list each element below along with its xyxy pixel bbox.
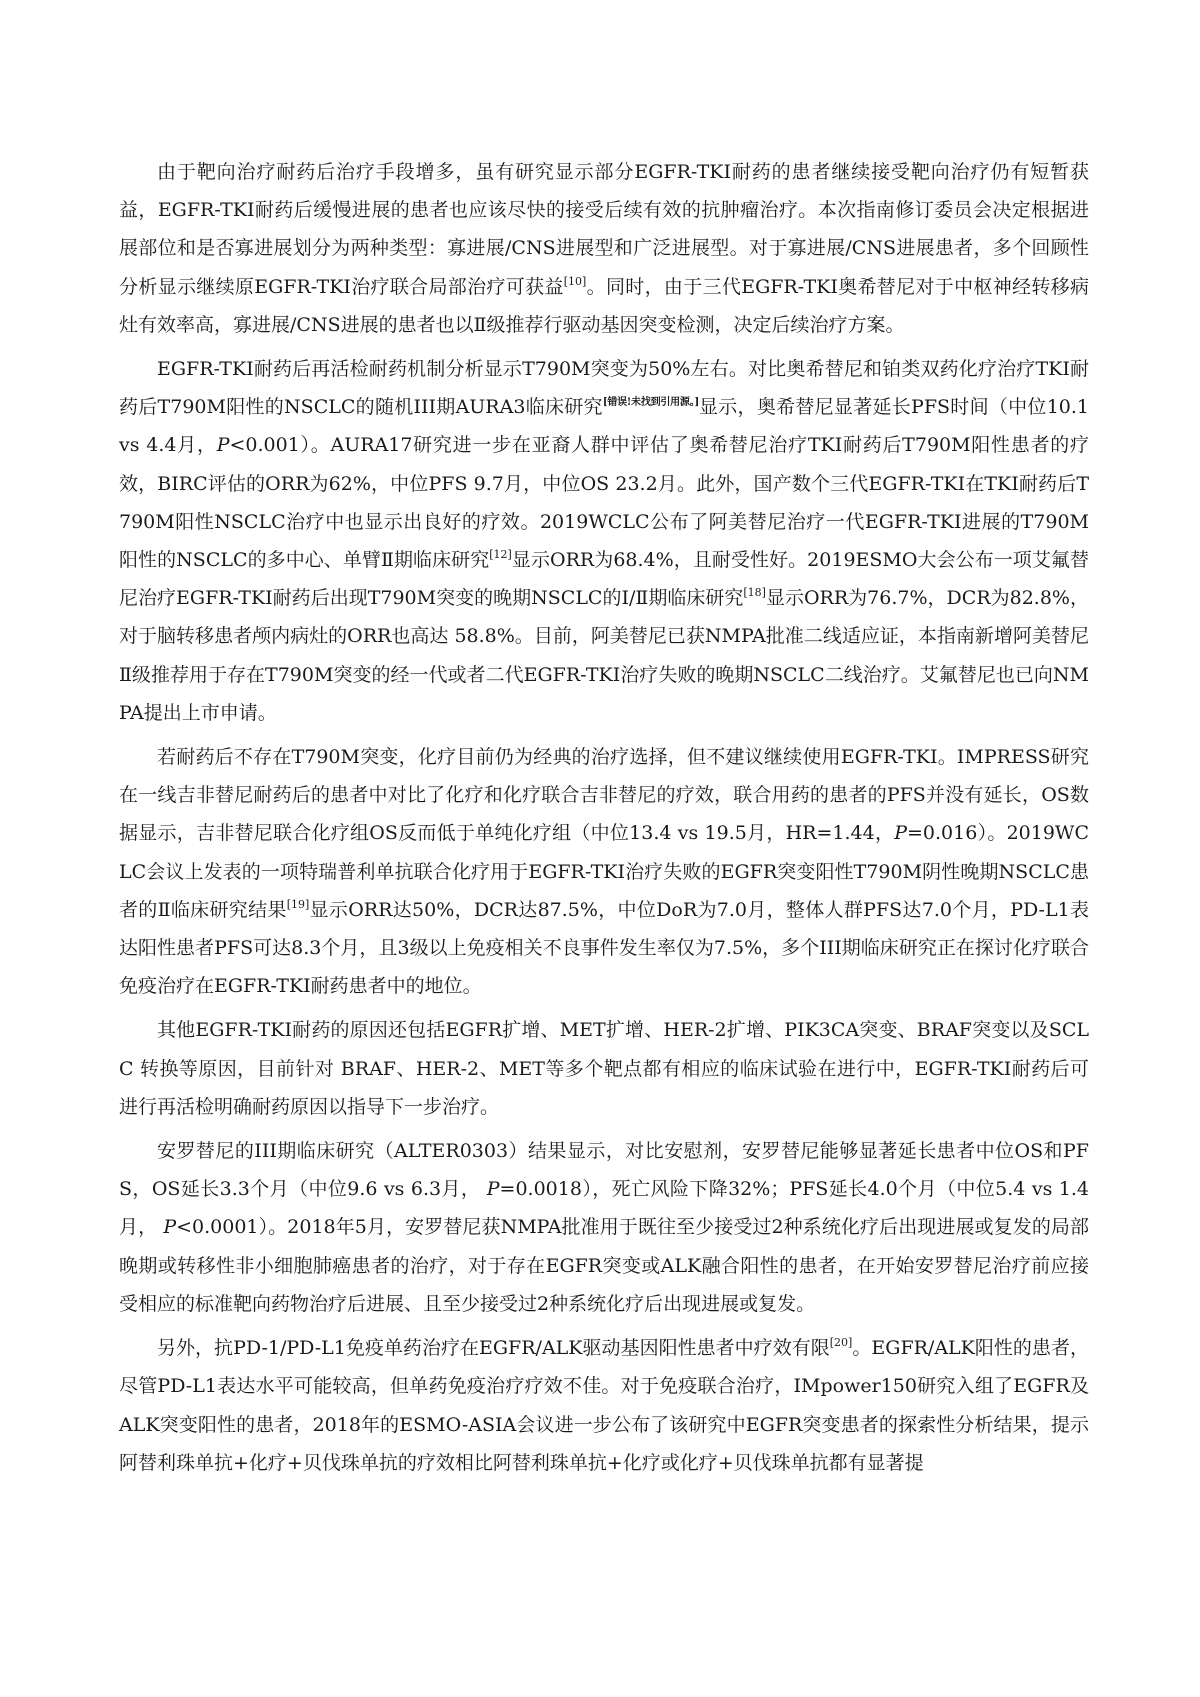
paragraph — [119, 738, 1089, 1005]
text-run: 。同时，由于三代EGFR-TKI奥希替尼对于中枢神经转移病灶有效率高，寡进展/CNS进展的患者也以Ⅱ级推荐行驱动基因突变检测，决定后续治疗方案。 — [119, 275, 1090, 336]
document-body — [119, 153, 1089, 1488]
text-run: =0.016）。2019WCLC会议上发表的一项特瑞普利单抗联合化疗用于EGFR-TKI治疗失败的EGFR突变阳性T790M阴性晚期NSCLC患者的Ⅱ临床研究结果 — [119, 822, 1089, 921]
text-run: EGFR-TKI耐药后再活检耐药机制分析显示T790M突变为50%左右。对比奥希替尼和铂类双药化疗治疗TKI耐药后T790M阳性的NSCLC的随机III期AURA3临床研究 — [119, 358, 1089, 419]
p-value-symbol: P — [894, 822, 907, 845]
p-value-symbol: P — [216, 434, 230, 457]
citation-ref: [18] — [743, 586, 766, 600]
text-run: 其他EGFR-TKI耐药的原因还包括EGFR扩增、MET扩增、HER-2扩增、PIK3CA突变、BRAF突变以及SCLC 转换等原因，目前针对 BRAF、HER-2、MET等多个靶点都有相应的临床试验在进行中，EGFR-TKI耐药后可进行再活检明确耐药原因以指导下一步治疗。 — [119, 1019, 1089, 1118]
text-run: 显示ORR为76.7%，DCR为82.8%，对于脑转移患者颅内病灶的ORR也高达 58.8%。目前，阿美替尼已获NMPA批准二线适应证，本指南新增阿美替尼Ⅱ级推荐用于存在T790M突变的经一代或者二代EGFR-TKI治疗失败的晚期NSCLC二线治疗。艾氟替尼也已向NMPA提出上市申请。 — [119, 587, 1089, 724]
paragraph — [119, 350, 1089, 732]
text-run: 显示ORR为68.4%，且耐受性好。2019ESMO大会公布一项艾氟替尼治疗EGFR-TKI耐药后出现T790M突变的晚期NSCLC的Ⅰ/Ⅱ期临床研究 — [119, 549, 1089, 610]
text-run: <0.001）。AURA17研究进一步在亚裔人群中评估了奥希替尼治疗TKI耐药后T790M阳性患者的疗效，BIRC评估的ORR为62%，中位PFS 9.7月，中位OS 23.2月。此外，国产数个三代EGFR-TKI在TKI耐药后T790M阳性NSCLC治疗中也显示出良好的疗效。2019WCLC公布了阿美替尼治疗一代EGFR-TKI进展的T790M阳性的NSCLC的多中心、单臂Ⅱ期临床研究 — [119, 434, 1089, 572]
citation-ref: [12] — [489, 548, 512, 562]
paragraph — [119, 1132, 1089, 1323]
text-run: 显示，奥希替尼显著延长PFS时间（中位10.1 vs 4.4月， — [119, 396, 1089, 457]
text-run: 。EGFR/ALK阳性的患者，尽管PD-L1表达水平可能较高，但单药免疫治疗疗效不佳。对于免疫联合治疗，IMpower150研究入组了EGFR及ALK突变阳性的患者，2018年的ESMO-ASIA会议进一步公布了该研究中EGFR突变患者的探索性分析结果，提示阿替利珠单抗+化疗+贝伐珠单抗的疗效相比阿替利珠单抗+化疗或化疗+贝伐珠单抗都有显著提 — [119, 1337, 1089, 1474]
text-run: 由于靶向治疗耐药后治疗手段增多，虽有研究显示部分EGFR-TKI耐药的患者继续接受靶向治疗仍有短暂获益，EGFR-TKI耐药后缓慢进展的患者也应该尽快的接受后续有效的抗肿瘤治疗。本次指南修订委员会决定根据进展部位和是否寡进展划分为两种类型：寡进展/CNS进展型和广泛进展型。对于寡进展/CNS进展患者，多个回顾性分析显示继续原EGFR-TKI治疗联合局部治疗可获益 — [119, 161, 1089, 298]
p-value-symbol: P — [163, 1216, 177, 1239]
p-value-symbol: P — [486, 1178, 500, 1201]
text-run: 另外，抗PD-1/PD-L1免疫单药治疗在EGFR/ALK驱动基因阳性患者中疗效有限 — [157, 1337, 830, 1360]
citation-ref: [20] — [829, 1336, 853, 1350]
citation-ref: [10] — [563, 274, 587, 288]
citation-ref: [19] — [286, 897, 310, 911]
paragraph — [119, 1329, 1089, 1482]
citation-error: [错误!未找到引用源。] — [602, 397, 699, 409]
text-run: 安罗替尼的III期临床研究（ALTER0303）结果显示，对比安慰剂，安罗替尼能够显著延长患者中位OS和PFS，OS延长3.3个月（中位9.6 vs 6.3月， — [119, 1140, 1089, 1201]
text-run: <0.0001）。2018年5月，安罗替尼获NMPA批准用于既往至少接受过2种系统化疗后出现进展或复发的局部晚期或转移性非小细胞肺癌患者的治疗，对于存在EGFR突变或ALK融合阳性的患者，在开始安罗替尼治疗前应接受相应的标准靶向药物治疗后进展、且至少接受过2种系统化疗后出现进展或复发。 — [119, 1216, 1089, 1315]
text-run: 显示ORR达50%，DCR达87.5%，中位DoR为7.0月，整体人群PFS达7.0个月，PD-L1表达阳性患者PFS可达8.3个月，且3级以上免疫相关不良事件发生率仅为7.5%，多个III期临床研究正在探讨化疗联合免疫治疗在EGFR-TKI耐药患者中的地位。 — [119, 898, 1089, 998]
text-run: =0.0018），死亡风险下降32%；PFS延长4.0个月（中位5.4 vs 1.4月， — [119, 1178, 1089, 1239]
paragraph — [119, 1011, 1089, 1126]
text-run: 若耐药后不存在T790M突变，化疗目前仍为经典的治疗选择，但不建议继续使用EGFR-TKI。IMPRESS研究在一线吉非替尼耐药后的患者中对比了化疗和化疗联合吉非替尼的疗效，联合用药的患者的PFS并没有延长，OS数据显示，吉非替尼联合化疗组OS反而低于单纯化疗组（中位13.4 vs 19.5月，HR=1.44， — [119, 746, 1089, 845]
paragraph — [119, 153, 1089, 344]
